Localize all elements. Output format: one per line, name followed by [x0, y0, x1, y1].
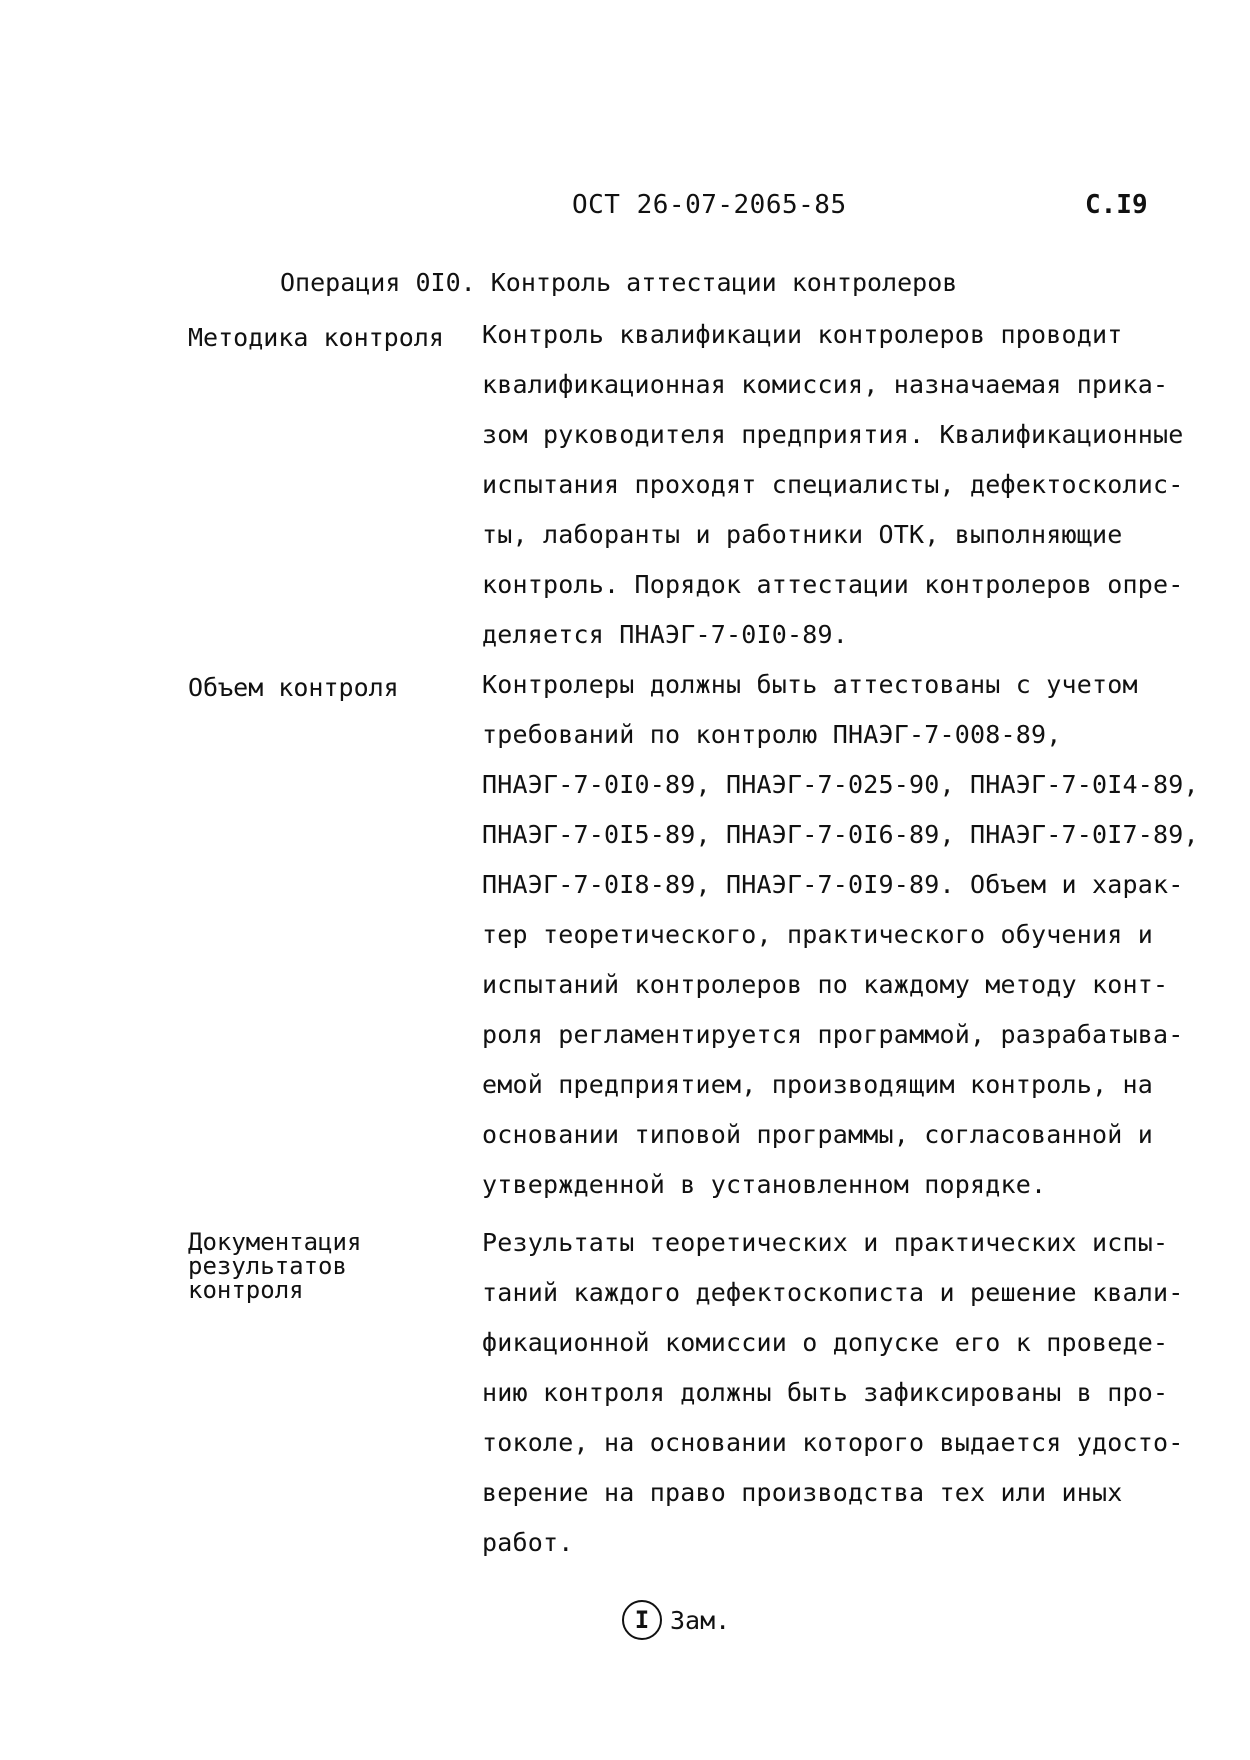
text-line: испытания проходят специалисты, дефектосколис-: [482, 470, 1184, 499]
section-body-method: [482, 310, 1222, 660]
text-line: тер теоретического, практического обучения и: [482, 920, 1154, 949]
text-line: фикационной комиссии о допуске его к проведе-: [482, 1328, 1169, 1357]
text-line: зом руководителя предприятия. Квалификационные: [482, 420, 1184, 449]
text-line: деляется ПНАЭГ-7-0I0-89.: [482, 620, 849, 649]
section-label-method: Методика контроля: [188, 323, 444, 352]
page-number: С.I9: [1085, 190, 1148, 220]
standard-code: ОСТ 26-07-2065-85: [572, 190, 847, 220]
operation-title: Операция 0I0. Контроль аттестации контролеров: [280, 268, 958, 297]
text-line: Результаты теоретических и практических испы-: [482, 1228, 1169, 1257]
revision-text: Зам.: [670, 1605, 731, 1635]
text-line: ПНАЭГ-7-0I0-89, ПНАЭГ-7-025-90, ПНАЭГ-7-0I4-89,: [482, 770, 1199, 799]
text-line: утвержденной в установленном порядке.: [482, 1170, 1047, 1199]
text-line: контроль. Порядок аттестации контролеров опре-: [482, 570, 1184, 599]
text-line: ПНАЭГ-7-0I5-89, ПНАЭГ-7-0I6-89, ПНАЭГ-7-0I7-89,: [482, 820, 1199, 849]
text-line: ПНАЭГ-7-0I8-89, ПНАЭГ-7-0I9-89. Объем и харак-: [482, 870, 1184, 899]
text-line: верение на право производства тех или иных: [482, 1478, 1123, 1507]
text-line: токоле, на основании которого выдается удосто-: [482, 1428, 1184, 1457]
section-body-documentation: [482, 1218, 1222, 1568]
section-body-scope: [482, 660, 1222, 1210]
text-line: нию контроля должны быть зафиксированы в про-: [482, 1378, 1169, 1407]
text-line: работ.: [482, 1528, 574, 1557]
text-line: Контролеры должны быть аттестованы с учетом: [482, 670, 1138, 699]
section-label-documentation: Документация результатов контроля: [188, 1228, 362, 1304]
text-line: испытаний контролеров по каждому методу конт-: [482, 970, 1169, 999]
revision-number-circle: I: [622, 1600, 662, 1640]
text-line: роля регламентируется программой, разрабатыва-: [482, 1020, 1184, 1049]
text-line: квалификационная комиссия, назначаемая прика-: [482, 370, 1169, 399]
text-line: основании типовой программы, согласованной и: [482, 1120, 1154, 1149]
text-line: требований по контролю ПНАЭГ-7-008-89,: [482, 720, 1062, 749]
revision-footnote: [622, 1600, 730, 1640]
text-line: емой предприятием, производящим контроль, на: [482, 1070, 1154, 1099]
section-label-scope: Объем контроля: [188, 673, 399, 702]
text-line: Контроль квалификации контролеров проводит: [482, 320, 1123, 349]
text-line: таний каждого дефектоскописта и решение квали-: [482, 1278, 1184, 1307]
text-line: ты, лаборанты и работники ОТК, выполняющие: [482, 520, 1123, 549]
